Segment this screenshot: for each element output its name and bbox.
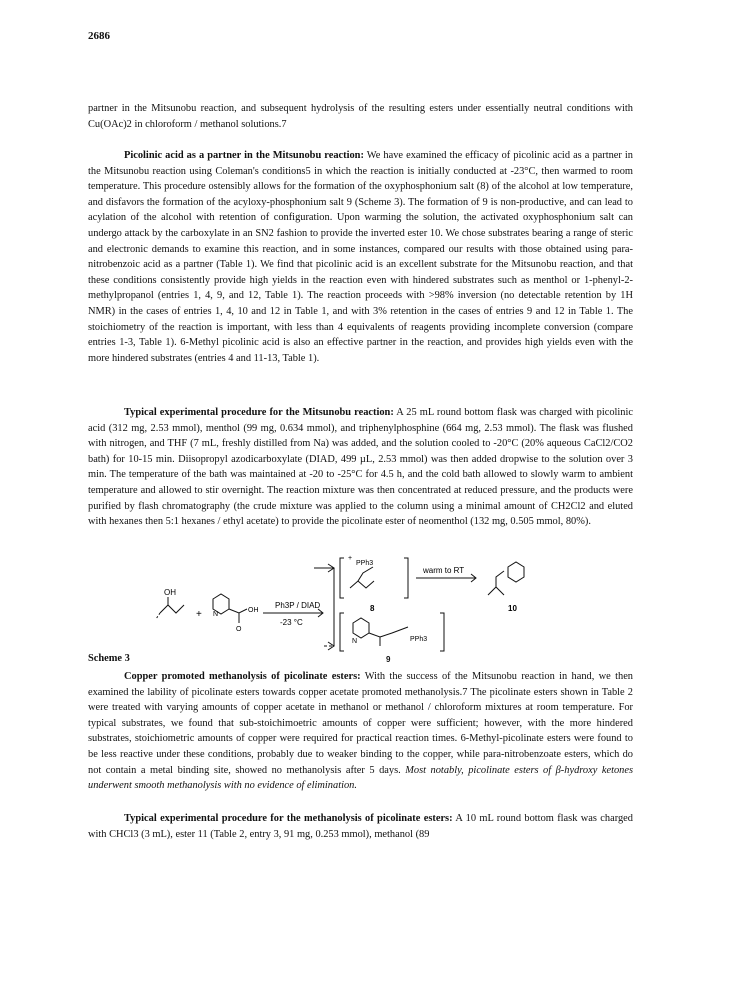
section-heading: Typical experimental procedure for the methanolysis of picolinate esters: (124, 813, 453, 824)
alcohol-skeleton (160, 605, 184, 613)
intro-paragraph: partner in the Mitsunobu reaction, and subsequent hydrolysis of the resulting esters under essentially neutral conditions with Cu(OAc)2 in chloroform / methanol solutions.7 (88, 103, 633, 130)
section-emphasis: Most notably, picolinate esters of β-hydroxy ketones underwent smooth methanolysis with no evidence of elimination. (88, 764, 633, 792)
scheme-caption: Scheme 3 (88, 653, 130, 664)
warm-label: warm to RT (423, 566, 465, 575)
section-heading: Copper promoted methanolysis of picolinate esters: (124, 671, 361, 682)
plus-sign: + (196, 609, 202, 620)
section-methanolysis-procedure (88, 811, 633, 842)
section-heading: Picolinic acid as a partner in the Mitsunobu reaction: (124, 150, 364, 161)
section-picolinic-mitsunobu (88, 148, 633, 366)
scheme-3-figure (88, 553, 633, 653)
section-heading: Typical experimental procedure for the Mitsunobu reaction: (124, 407, 394, 418)
compound-9-label: 9 (386, 655, 391, 664)
n-label: N (352, 638, 358, 645)
pph3-label: PPh3 (356, 560, 374, 567)
reaction-scheme-svg (88, 553, 633, 653)
section-body: We have examined the efficacy of picolinic acid as a partner in the Mitsunobu reaction using Coleman's conditions5 in which the reaction is initially conducted at -23°C, then warmed to room temperature. This procedure ostensibly allows for the formation of the oxyphosphonium salt (8) of the alcohol at low temperature, and disfavors the formation of the acyloxy-phosphonium salt 9 (Scheme 3). The formation of 9 is non-productive, and can lead to acylation of the alcohol with retention of configuration. Upon warming the solution, the activated oxyphosphonium salt can undergo attack by the carboxylate in an SN2 fashion to provide the inverted ester 10. We chose substrates bearing a range of steric and electronic demands to examine this reaction, and in some instances, compared our results with those obtained using para-nitrobenzoic acid as a partner (Table 1). We find that picolinic acid is an excellent substrate for the Mitsunobu reaction, and that these conditions consistently provide high yields in the reaction even with hindered substrates such as menthol or 1-phenyl-2-methylpropanol (entries 1, 4, 9, and 12, Table 1). The reaction proceeds with >98% inversion (no detectable retention by 1H NMR) in the cases of entries 1, 4, 10 and 12 in Table 1, and with 3% retention in the cases of entries 9 and 12 in Table 1. The stoichiometry of the reaction is important, with less than 4 equivalents of reagents providing incomplete conversion (compare entries 1-3, Table 1). 6-Methyl picolinic acid is also an effective partner in the reaction, and provides high yields even with the more hindered substrates (entries 4 and 11-13, Table 1). (88, 150, 633, 364)
section-body: A 25 mL round bottom flask was charged with picolinic acid (312 mg, 2.53 mmol), menthol (99 mg, 0.634 mmol), and triphenylphosphine (664 mg, 2.53 mmol). The flask was flushed with nitrogen, and THF (7 mL, freshly distilled from Na) was added, and the solution cooled to -20°C (20% aqueous CaCl2/CO2 bath) for 10-15 min. Diisopropyl azodicarboxylate (DIAD, 499 µL, 2.53 mmol) was then added dropwise to the solution over 3 min. The temperature of the bath was maintained at -20 to -25°C for 4.5 h, and the cold bath allowed to slowly warm to ambient temperature and allowed to stir overnight. The reaction mixture was then concentrated at reduced pressure, and the products were purified by flash chromatography (the crude mixture was applied to the column using a minimal amount of CH2Cl2 and eluted with hexanes then 5:1 hexanes / ethyl acetate) to provide the picolinate ester of neomenthol (132 mg, 0.505 mmol, 80%). (88, 407, 633, 528)
oh-label: OH (164, 588, 176, 597)
page-number: 2686 (88, 30, 110, 42)
oh-label: OH (248, 607, 259, 614)
compound-8-label: 8 (370, 604, 375, 613)
n-label: N (213, 611, 219, 618)
section-mitsunobu-procedure (88, 405, 633, 530)
section-copper-methanolysis (88, 669, 633, 794)
compound-10-label: 10 (508, 604, 517, 613)
charge-label: + (348, 555, 353, 562)
section-body: With the success of the Mitsunobu reaction in hand, we then examined the lability of picolinate esters towards copper acetate promoted methanolysis.7 The picolinate esters shown in Table 2 were treated with varying amounts of copper acetate in methanol or methanol / chloroform mixtures at room temperature. For typical substrates, we found that sub-stoichimoetric amounts of copper were sufficient; however, with the more hindered substrates, stoichiometric amounts of copper were required for practical reaction times. 6-Methyl-picolinate esters were found to be less reactive under these conditions, probably due to weaker binding to the copper, while para-nitrobenzoate esters, which do not contain a metal binding site, showed no methanolysis after 5 days. (88, 671, 633, 776)
section-body: A 10 mL round bottom flask was charged with CHCl3 (3 mL), ester 11 (Table 2, entry 3, 91 mg, 0.253 mmol), methanol (89 (88, 813, 633, 840)
temperature-label: -23 °C (280, 618, 303, 627)
reagents-label: Ph3P / DIAD (275, 601, 321, 610)
o-label: O (236, 626, 242, 633)
pph3-label: PPh3 (410, 636, 428, 643)
